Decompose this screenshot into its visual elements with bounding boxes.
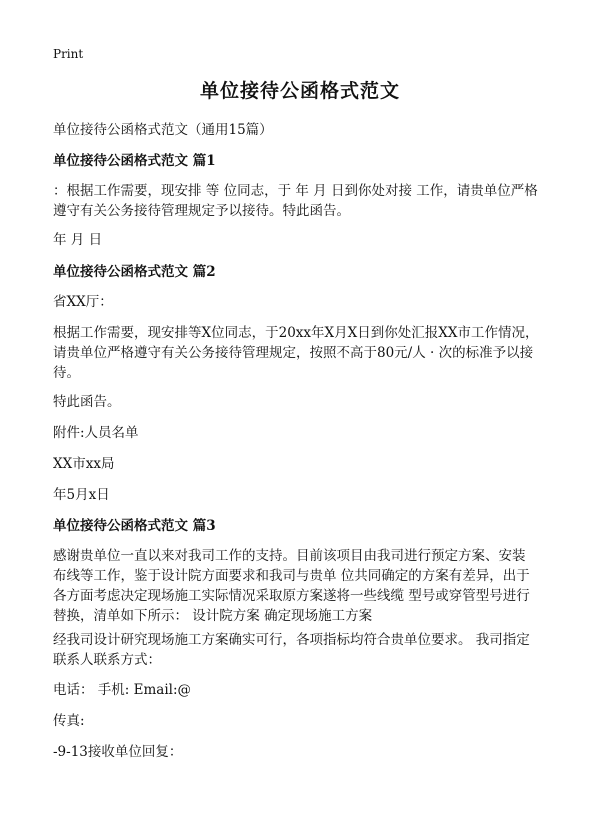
section-1-paragraph-2: 年 月 日 [53,232,103,248]
section-2-paragraph-5: XX市xx局 [53,456,115,472]
section-2-paragraph-6: 年5月x日 [53,487,110,503]
section-3-paragraph-4: 传真: [53,713,85,729]
section-3-paragraph-1: 感谢贵单位一直以来对我司工作的支持。目前该项目由我司进行预定方案、安装 布线等工作，鉴于设计院方面要求和我司与贵单 位共同确定的方案有差异，出于 各方面考虑决定现场施工实际情况采取原方案遂将一些线缆 型号或穿管型号进行 替换，清单如下所示： 设计院方案 确定现场施工方案 [53,548,530,624]
section-3-heading: 单位接待公函格式范文 篇3 [53,518,216,534]
page-title: 单位接待公函格式范文 [199,80,400,102]
section-2-paragraph-3: 特此函告。 [53,394,121,410]
print-label: Print [53,47,84,61]
section-3-paragraph-2: 经我司设计研究现场施工方案确实可行，各项指标均符合贵单位要求。 我司指定 联系人联系方式： [53,632,530,668]
section-3-paragraph-5: -9-13接收单位回复： [53,744,183,760]
section-2-paragraph-1: 省XX厅： [53,294,113,310]
section-2-heading: 单位接待公函格式范文 篇2 [53,264,216,280]
section-3-paragraph-3: 电话： 手机: Email:@ [53,682,192,698]
section-1-paragraph-1: ：根据工作需要，现安排 等 位同志，于 年 月 日到你处对接 工作，请贵单位严格 遵守有关公务接待管理规定予以接待。特此函告。 [53,183,538,219]
section-1-heading: 单位接待公函格式范文 篇1 [53,153,216,169]
section-2-paragraph-4: 附件:人员名单 [53,425,139,441]
intro-text: 单位接待公函格式范文（通用15篇） [53,122,273,138]
section-2-paragraph-2: 根据工作需要，现安排等X位同志，于20xx年X月X日到你处汇报XX市工作情况， 请贵单位严格遵守有关公务接待管理规定，按照不高于80元/人 · 次的标准予以接 待。 [53,325,539,381]
